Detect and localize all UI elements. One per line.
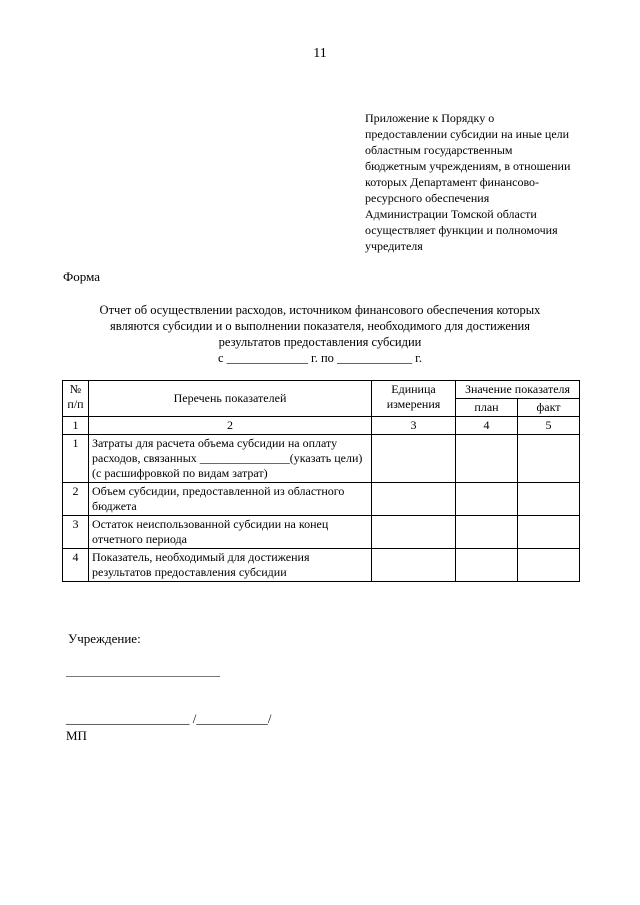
table-row <box>63 516 580 549</box>
table-row <box>63 549 580 582</box>
col-number: 1 <box>63 417 89 435</box>
row-plan <box>456 516 518 549</box>
appendix-line: Приложение к Порядку о <box>365 111 495 125</box>
header-plan: план <box>456 399 518 417</box>
row-text: Объем субсидии, предоставленной из областного бюджета <box>89 483 372 516</box>
institution-label: Учреждение: <box>68 631 141 646</box>
col-number: 3 <box>372 417 456 435</box>
row-num: 1 <box>63 435 89 483</box>
appendix-line: учредителя <box>365 239 423 253</box>
header-list: Перечень показателей <box>89 381 372 417</box>
row-unit <box>372 516 456 549</box>
row-plan <box>456 435 518 483</box>
row-num: 3 <box>63 516 89 549</box>
report-title-line: являются субсидии и о выполнении показателя, необходимого для достижения <box>109 319 530 333</box>
signature-line: ___________________ /___________/ <box>66 711 272 726</box>
row-unit <box>372 549 456 582</box>
row-unit <box>372 435 456 483</box>
institution-name-line <box>66 676 220 677</box>
appendix-line: областным государственным <box>365 143 513 157</box>
report-title <box>60 302 580 366</box>
header-num: № п/п <box>63 381 89 417</box>
table-row <box>63 435 580 483</box>
form-label: Форма <box>63 269 100 284</box>
row-unit <box>372 483 456 516</box>
header-value: Значение показателя <box>456 381 580 399</box>
report-title-line: результатов предоставления субсидии <box>218 335 422 349</box>
row-fact <box>518 435 580 483</box>
row-fact <box>518 549 580 582</box>
row-text: Затраты для расчета объема субсидии на оплату расходов, связанных _______________(указать цели) (с расшифровкой по видам затрат) <box>89 435 372 483</box>
row-num: 4 <box>63 549 89 582</box>
appendix-line: Администрации Томской области <box>365 207 537 221</box>
header-fact: факт <box>518 399 580 417</box>
table-header-row <box>63 381 580 399</box>
appendix-line: осуществляет функции и полномочия <box>365 223 558 237</box>
header-unit: Единица измерения <box>372 381 456 417</box>
row-plan <box>456 483 518 516</box>
report-title-line: Отчет об осуществлении расходов, источником финансового обеспечения которых <box>99 303 541 317</box>
col-number: 5 <box>518 417 580 435</box>
appendix-line: предоставлении субсидии на иные цели <box>365 127 570 141</box>
table-col-numbers-row <box>63 417 580 435</box>
appendix-line: которых Департамент финансово- <box>365 175 540 189</box>
col-number: 4 <box>456 417 518 435</box>
indicators-table <box>62 380 580 582</box>
row-text: Показатель, необходимый для достижения результатов предоставления субсидии <box>89 549 372 582</box>
page-number: 11 <box>313 46 327 61</box>
row-fact <box>518 516 580 549</box>
row-num: 2 <box>63 483 89 516</box>
col-number: 2 <box>89 417 372 435</box>
appendix-line: бюджетным учреждениям, в отношении <box>365 159 571 173</box>
row-fact <box>518 483 580 516</box>
row-plan <box>456 549 518 582</box>
report-period-line: с _____________ г. по ____________ г. <box>217 351 423 365</box>
appendix-line: ресурсного обеспечения <box>365 191 490 205</box>
table-row <box>63 483 580 516</box>
seal-label: МП <box>66 728 87 743</box>
appendix-note <box>365 110 595 254</box>
row-text: Остаток неиспользованной субсидии на конец отчетного периода <box>89 516 372 549</box>
